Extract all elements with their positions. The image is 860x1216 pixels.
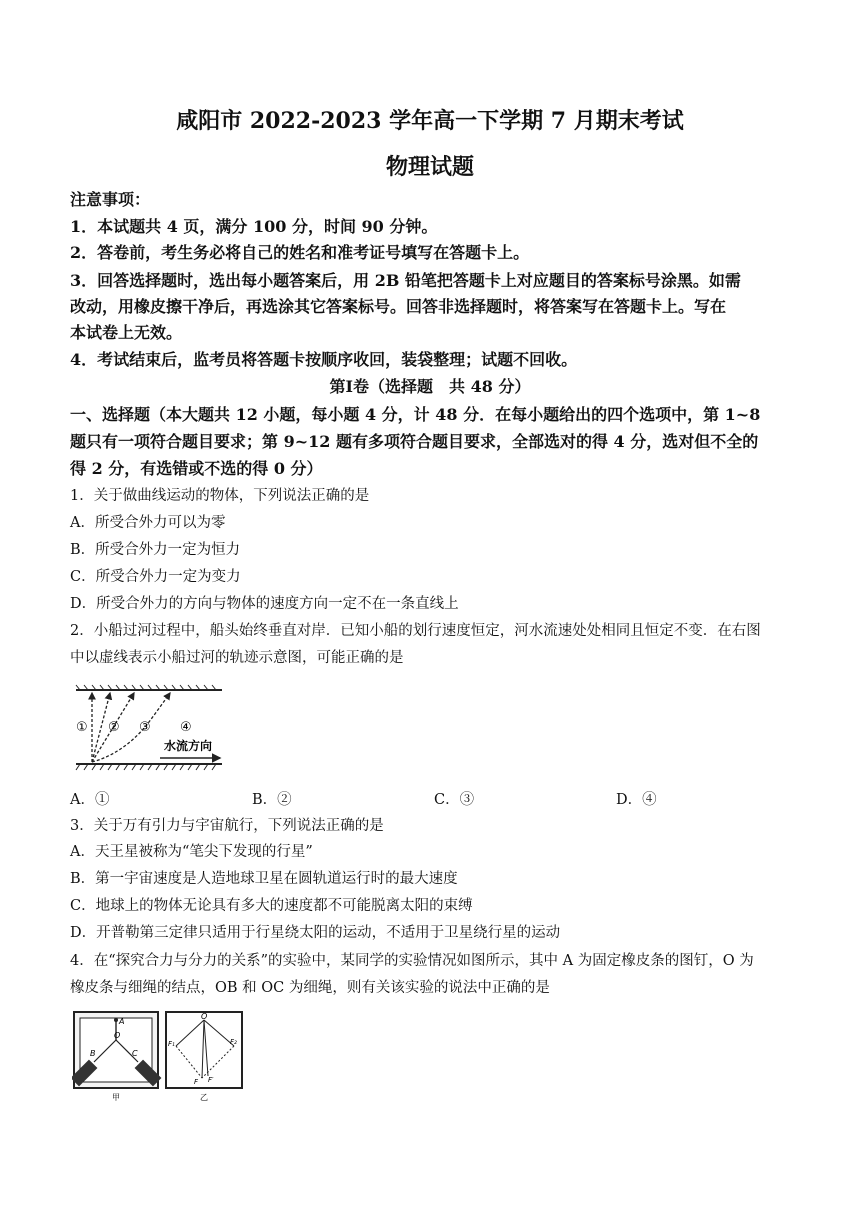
flow-direction-label: 水流方向 bbox=[164, 739, 213, 753]
q1-stem: 1．关于做曲线运动的物体，下列说法正确的是 bbox=[70, 488, 370, 504]
label-o: O bbox=[114, 1031, 121, 1040]
path-label-2: ② bbox=[108, 720, 120, 735]
q2-option-a: A．① bbox=[70, 792, 110, 808]
path-label-1: ① bbox=[76, 720, 88, 735]
label-o-right: O bbox=[201, 1012, 208, 1021]
caption-jia: 甲 bbox=[112, 1093, 120, 1102]
label-c: C bbox=[132, 1049, 138, 1058]
force-experiment-figure bbox=[72, 1010, 162, 1102]
q1-option-c: C．所受合外力一定为变力 bbox=[70, 569, 241, 585]
label-f-prime: F′ bbox=[208, 1076, 214, 1084]
notice-item: 2．答卷前，考生务必将自己的姓名和准考证号填写在答题卡上。 bbox=[70, 243, 530, 262]
q1-option-d: D．所受合外力的方向与物体的速度方向一定不在一条直线上 bbox=[70, 596, 459, 612]
force-diagram-figure bbox=[164, 1010, 246, 1102]
exam-title: 咸阳市 2022-2023 学年高一下学期 7 月期末考试 bbox=[176, 108, 684, 134]
exam-subtitle: 物理试题 bbox=[385, 154, 474, 180]
label-f1: F₁ bbox=[168, 1040, 175, 1048]
label-f: F bbox=[194, 1078, 199, 1086]
q3-option-b: B．第一宇宙速度是人造地球卫星在圆轨道运行时的最大速度 bbox=[70, 871, 458, 887]
notice-item: 3．回答选择题时，选出每小题答案后，用 2B 铅笔把答题卡上对应题目的答案标号涂黑。如需 bbox=[70, 271, 741, 290]
notice-item: 1．本试题共 4 页，满分 100 分，时间 90 分钟。 bbox=[70, 217, 438, 236]
label-f2: F₂ bbox=[230, 1038, 237, 1046]
q3-option-d: D．开普勒第三定律只适用于行星绕太阳的运动，不适用于卫星绕行星的运动 bbox=[70, 925, 561, 941]
q1-option-a: A．所受合外力可以为零 bbox=[70, 515, 226, 531]
q1-option-b: B．所受合外力一定为恒力 bbox=[70, 542, 241, 558]
path-label-3: ③ bbox=[139, 720, 151, 735]
q4-stem: 4．在“探究合力与分力的关系”的实验中，某同学的实验情况如图所示，其中 A 为固定橡皮条的图钉，O 为 bbox=[70, 953, 754, 969]
q2-stem: 中以虚线表示小船过河的轨迹示意图，可能正确的是 bbox=[70, 650, 404, 666]
label-b: B bbox=[90, 1049, 96, 1058]
q2-option-c: C．③ bbox=[434, 792, 475, 808]
notice-item: 4．考试结束后，监考员将答题卡按顺序收回，装袋整理；试题不回收。 bbox=[70, 350, 578, 369]
q3-option-c: C．地球上的物体无论具有多大的速度都不可能脱离太阳的束缚 bbox=[70, 898, 473, 914]
q2-stem: 2．小船过河过程中，船头始终垂直对岸．已知小船的划行速度恒定，河水流速处处相同且恒定不变．在右图 bbox=[70, 623, 761, 639]
notice-heading: 注意事项： bbox=[70, 190, 151, 209]
caption-yi: 乙 bbox=[200, 1093, 208, 1102]
trajectory-lines bbox=[92, 693, 170, 762]
section-instruction: 题只有一项符合题目要求；第 9~12 题有多项符合题目要求，全部选对的得 4 分，选对但不全的 bbox=[70, 432, 759, 451]
notice-item: 改动，用橡皮擦干净后，再选涂其它答案标号。回答非选择题时，将答案写在答题卡上。写在 bbox=[70, 297, 727, 316]
section-title: 第Ⅰ卷（选择题 共 48 分） bbox=[329, 377, 531, 396]
bottom-bank bbox=[76, 764, 222, 770]
river-crossing-figure bbox=[72, 684, 232, 776]
path-label-4: ④ bbox=[180, 720, 192, 735]
section-instruction: 得 2 分，有选错或不选的得 0 分） bbox=[70, 459, 323, 478]
q2-option-b: B．② bbox=[252, 792, 292, 808]
label-a: A bbox=[119, 1017, 125, 1026]
top-bank bbox=[76, 685, 222, 690]
section-instruction: 一、选择题（本大题共 12 小题，每小题 4 分，计 48 分．在每小题给出的四个选项中，第 1~8 bbox=[70, 405, 761, 424]
q3-stem: 3．关于万有引力与宇宙航行，下列说法正确的是 bbox=[70, 818, 384, 834]
q4-stem: 橡皮条与细绳的结点，OB 和 OC 为细绳，则有关该实验的说法中正确的是 bbox=[70, 980, 550, 996]
q3-option-a: A．天王星被称为“笔尖下发现的行星” bbox=[70, 844, 313, 860]
notice-item: 本试卷上无效。 bbox=[70, 323, 183, 342]
q2-option-d: D．④ bbox=[616, 792, 657, 808]
